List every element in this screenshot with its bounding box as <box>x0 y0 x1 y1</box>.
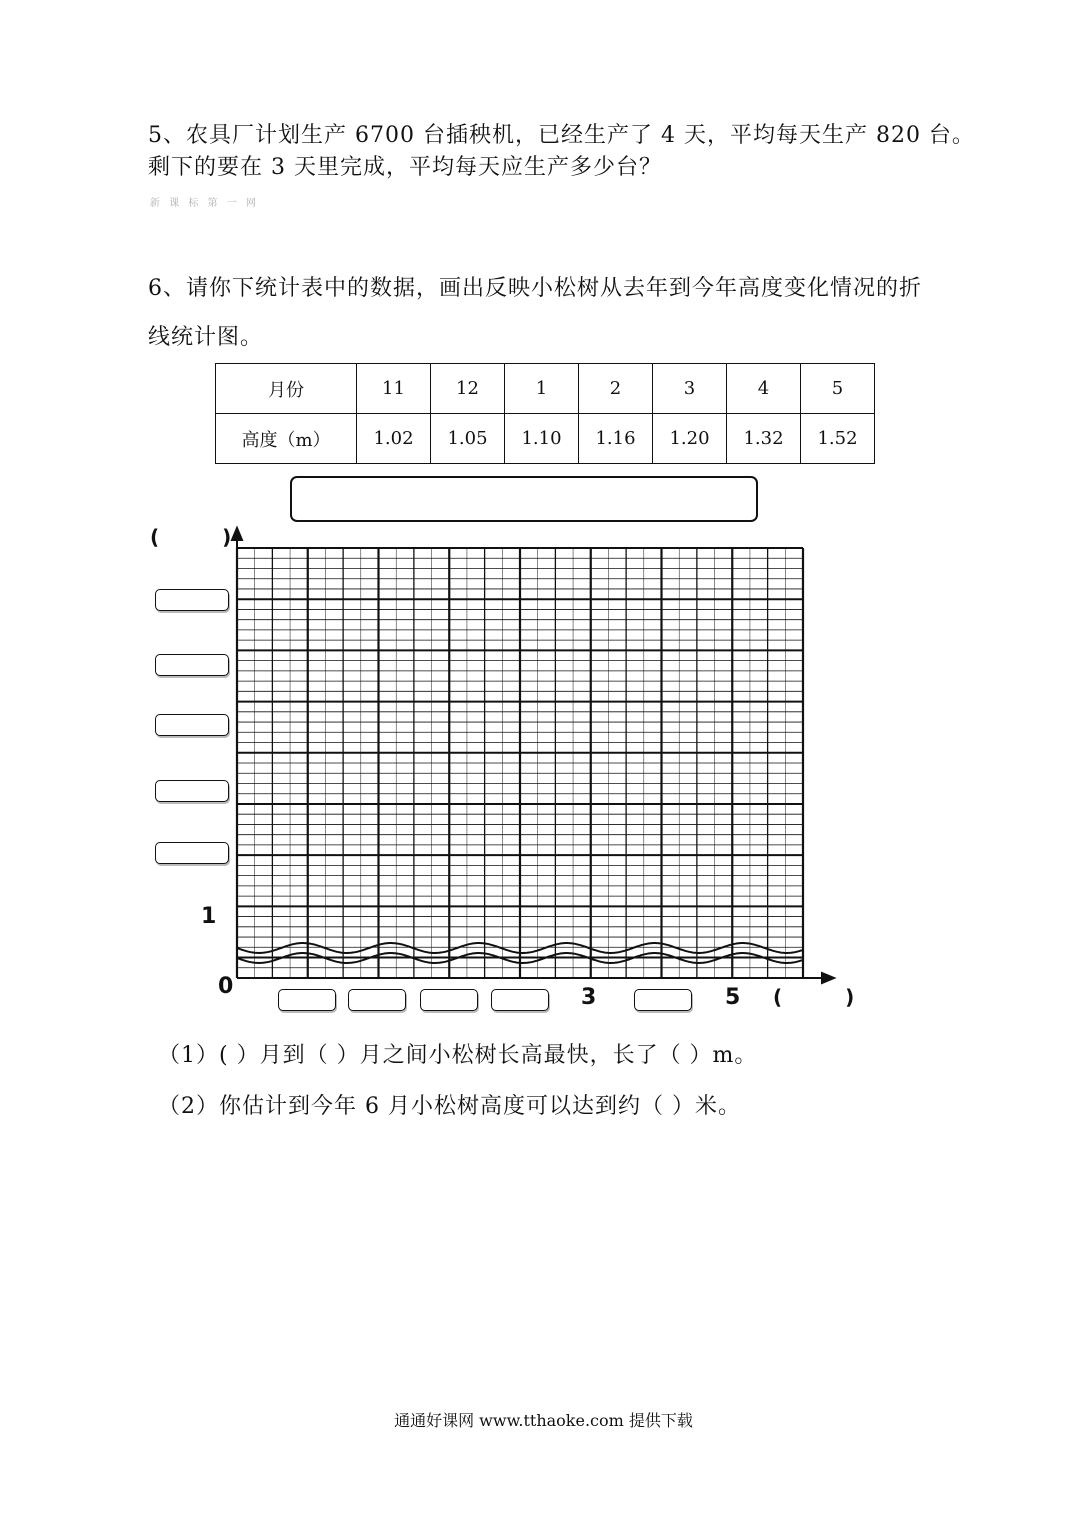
y-tick-blank-box[interactable] <box>155 842 229 864</box>
q6-line1: 6、请你下统计表中的数据，画出反映小松树从去年到今年高度变化情况的折 <box>148 276 922 301</box>
y-tick-blank-box[interactable] <box>155 654 229 676</box>
x-tick-blank-box[interactable] <box>420 989 478 1011</box>
origin-label: 0 <box>218 974 234 999</box>
month-cell: 3 <box>653 364 727 414</box>
table-header-month: 月份 <box>216 364 357 414</box>
x-axis-arrow-icon <box>822 973 834 983</box>
x-tick-blank-box[interactable] <box>278 989 336 1011</box>
month-cell: 4 <box>727 364 801 414</box>
x-tick-label-5: 5 <box>725 985 741 1010</box>
x-tick-blank-box[interactable] <box>348 989 406 1011</box>
table-header-height: 高度（m） <box>216 414 357 464</box>
q6-sub2: （2）你估计到今年 6 月小松树高度可以达到约（ ）米。 <box>158 1094 741 1119</box>
y-tick-blank-box[interactable] <box>155 589 229 611</box>
x-tick-blank-box[interactable] <box>634 989 692 1011</box>
x-tick-blank-box[interactable] <box>491 989 549 1011</box>
q5-line2: 剩下的要在 3 天里完成，平均每天应生产多少台？ <box>148 155 662 180</box>
month-cell: 5 <box>801 364 875 414</box>
height-cell: 1.52 <box>801 414 875 464</box>
height-cell: 1.02 <box>357 414 431 464</box>
y-tick-label-1: 1 <box>201 904 217 929</box>
footer-credit: 通通好课网 www.tthaoke.com 提供下载 <box>394 1411 693 1430</box>
x-unit-paren: ( ) <box>773 985 883 1009</box>
q6-sub1: （1）( ）月到（ ）月之间小松树长高最快，长了（ ）m。 <box>158 1043 758 1068</box>
x-tick-label-3: 3 <box>581 985 597 1010</box>
height-cell: 1.16 <box>579 414 653 464</box>
q6-line2: 线统计图。 <box>148 325 264 350</box>
month-cell: 1 <box>505 364 579 414</box>
month-cell: 11 <box>357 364 431 414</box>
height-cell: 1.10 <box>505 414 579 464</box>
month-cell: 12 <box>431 364 505 414</box>
month-cell: 2 <box>579 364 653 414</box>
height-cell: 1.20 <box>653 414 727 464</box>
height-cell: 1.32 <box>727 414 801 464</box>
y-tick-blank-box[interactable] <box>155 714 229 736</box>
y-unit-paren: ( ) <box>150 525 260 549</box>
q5-line1: 5、农具厂计划生产 6700 台插秧机，已经生产了 4 天，平均每天生产 820 台。 <box>148 123 975 148</box>
watermark: 新 课 标 第 一 网 <box>150 198 259 209</box>
y-tick-blank-box[interactable] <box>155 780 229 802</box>
height-cell: 1.05 <box>431 414 505 464</box>
